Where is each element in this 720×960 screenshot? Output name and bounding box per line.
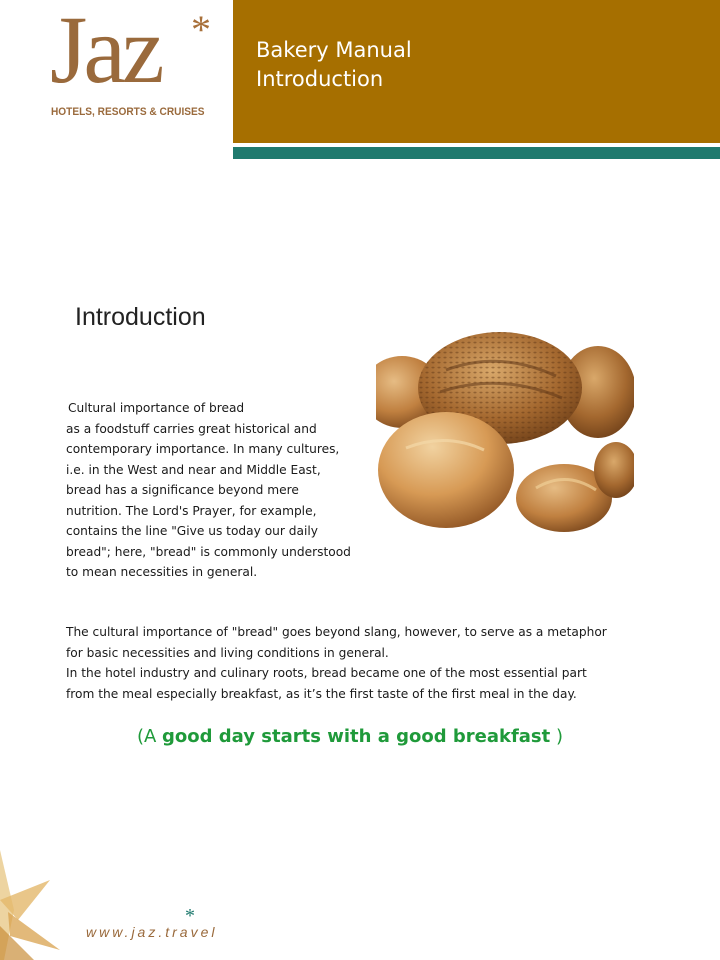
slogan-close: ) <box>550 726 564 747</box>
paragraph-line: The cultural importance of "bread" goes beyond slang, however, to serve as a metaphor <box>66 625 607 639</box>
footer-star-icon: * <box>185 905 195 927</box>
slogan <box>0 726 700 747</box>
cultural-importance-paragraph <box>66 622 666 704</box>
intro-body: as a foodstuff carries great historical and contemporary importance. In many cultures, i.e. in the West and near and Middle East, bread has a significance beyond mere nutrition. The Lord's Prayer, for example, contains the line "Give us today our daily bread"; here, "bread" is commonly understood to mean necessities in general. <box>66 421 351 579</box>
header-title-line1: Bakery Manual <box>256 38 412 62</box>
intro-sub-heading: Cultural importance of bread <box>68 401 245 415</box>
slogan-open: (A <box>136 726 163 747</box>
paragraph-line: In the hotel industry and culinary roots, bread became one of the most essential part <box>66 666 587 680</box>
intro-text-block <box>66 398 356 583</box>
header-title-line2: Introduction <box>256 67 384 91</box>
logo-wordmark: Jaz <box>50 0 161 103</box>
header-title <box>256 36 412 94</box>
corner-starburst-decoration <box>0 840 70 960</box>
jaz-logo <box>48 0 218 125</box>
logo-star-icon: * <box>191 7 211 52</box>
paragraph-line: from the meal especially breakfast, as it’s the first taste of the first meal in the day. <box>66 686 577 701</box>
paragraph-line: for basic necessities and living conditions in general. <box>66 645 389 660</box>
section-title: Introduction <box>75 303 206 331</box>
header-stripe <box>233 147 720 159</box>
logo-tagline: HOTELS, RESORTS & CRUISES <box>51 106 205 118</box>
bread-round-loaf <box>378 412 514 528</box>
footer-website-link[interactable]: www.jaz.travel <box>86 924 218 940</box>
slogan-bold: good day starts with a good breakfast <box>162 726 551 747</box>
bread-photo <box>376 320 634 548</box>
